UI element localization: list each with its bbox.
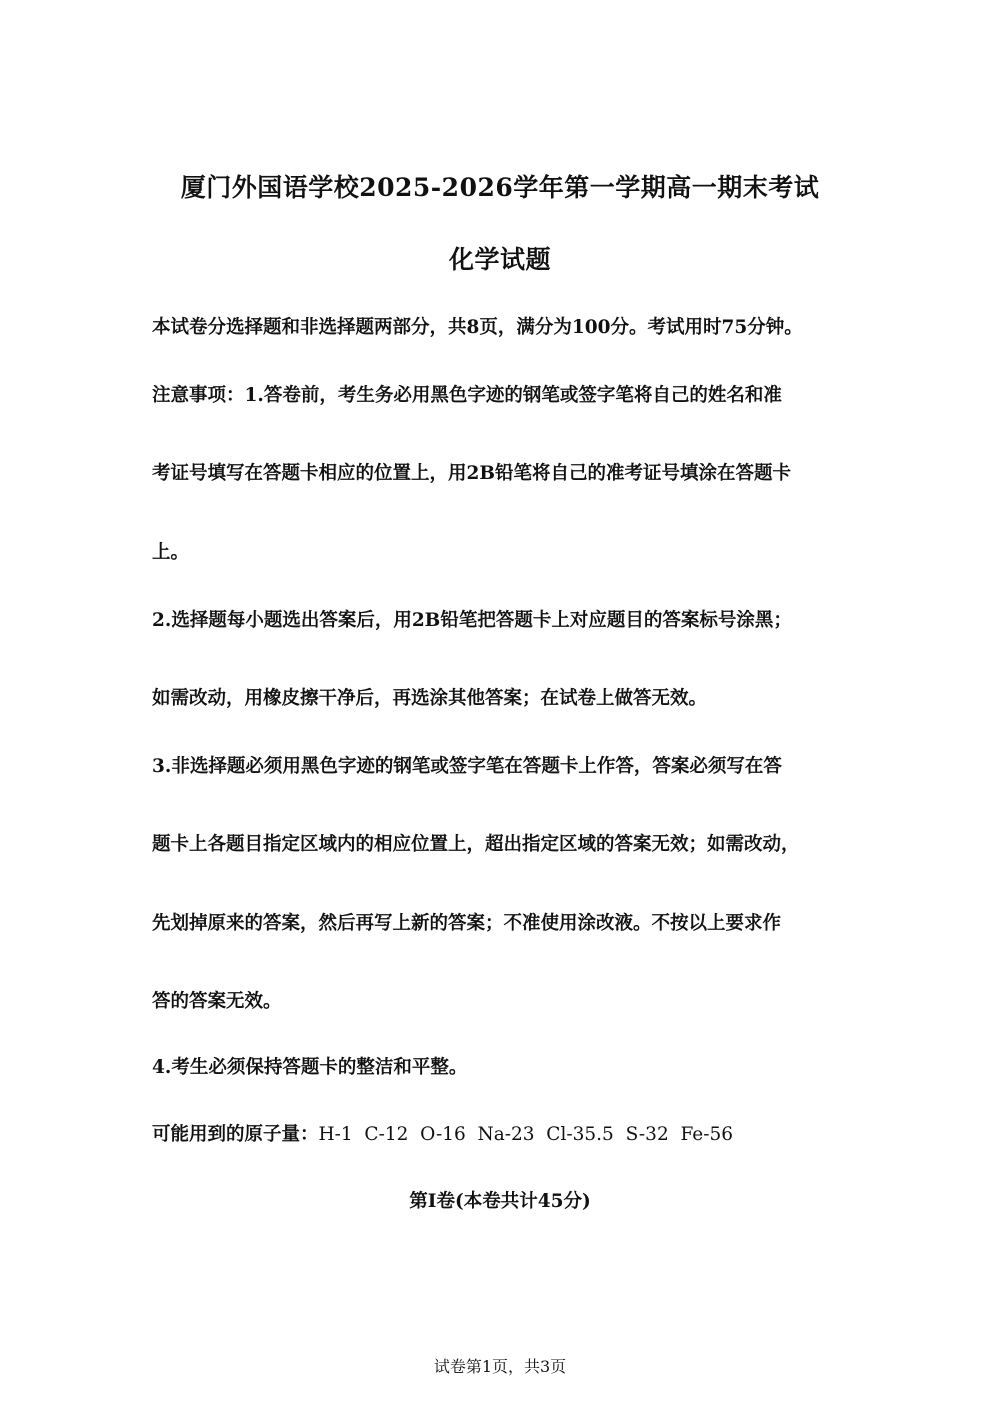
note-line: 题卡上各题目指定区域内的相应位置上，超出指定区域的答案无效；如需改动， xyxy=(152,834,800,855)
note-line: 4.考生必须保持答题卡的整洁和平整。 xyxy=(152,1057,468,1078)
section-heading: 第I卷(本卷共计45分) xyxy=(409,1191,591,1212)
atomic-mass-line xyxy=(152,1122,733,1148)
note-line: 如需改动，用橡皮擦干净后，再选涂其他答案；在试卷上做答无效。 xyxy=(152,688,708,709)
exam-title: 厦门外国语学校2025-2026学年第一学期高一期末考试 xyxy=(180,173,820,202)
exam-subtitle: 化学试题 xyxy=(448,245,551,274)
note-line: 上。 xyxy=(152,542,190,563)
note-line: 先划掉原来的答案，然后再写上新的答案；不准使用涂改液。不按以上要求作 xyxy=(152,913,782,934)
exam-intro: 本试卷分选择题和非选择题两部分，共8页，满分为100分。考试用时75分钟。 xyxy=(152,317,803,338)
note-line: 2.选择题每小题选出答案后，用2B铅笔把答题卡上对应题目的答案标号涂黑； xyxy=(152,610,792,631)
note-line: 3.非选择题必须用黑色字迹的钢笔或签字笔在答题卡上作答，答案必须写在答 xyxy=(152,756,782,777)
note-line: 注意事项：1.答卷前，考生务必用黑色字迹的钢笔或签字笔将自己的姓名和准 xyxy=(152,385,782,406)
page-footer: 试卷第1页，共3页 xyxy=(433,1357,567,1376)
atomic-mass-label: 可能用到的原子量： xyxy=(152,1124,319,1145)
atomic-mass-values: H-1 C-12 O-16 Na-23 Cl-35.5 S-32 Fe-56 xyxy=(318,1124,734,1145)
note-line: 答的答案无效。 xyxy=(152,991,282,1012)
note-line: 考证号填写在答题卡相应的位置上，用2B铅笔将自己的准考证号填涂在答题卡 xyxy=(152,463,792,484)
